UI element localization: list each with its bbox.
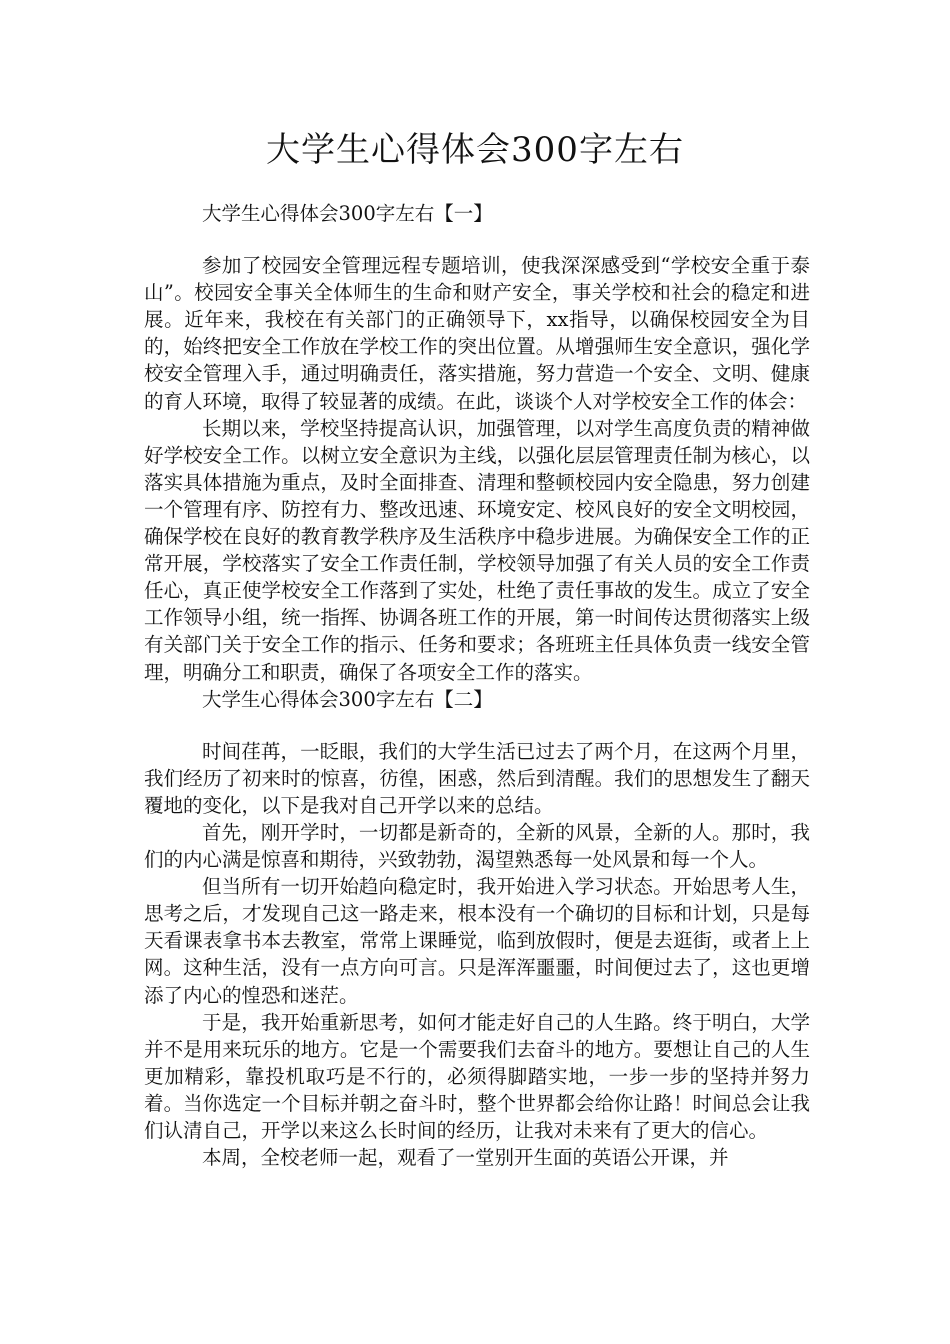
- section-one: [144, 200, 810, 686]
- section-heading: 大学生心得体会300字左右【一】: [202, 202, 493, 225]
- document-body: [144, 200, 810, 1171]
- section-two: [144, 686, 810, 1172]
- paragraph: 本周，全校老师一起，观看了一堂别开生面的英语公开课，并: [202, 1146, 729, 1170]
- spacer: [144, 713, 810, 738]
- paragraph: 时间荏苒，一眨眼，我们的大学生活已过去了两个月，在这两个月里，我们经历了初来时的惊喜，彷徨，困惑，然后到清醒。我们的思想发生了翻天覆地的变化，以下是我对自己开学以来的总结。: [144, 739, 810, 817]
- paragraph: 于是，我开始重新思考，如何才能走好自己的人生路。终于明白，大学并不是用来玩乐的地方。它是一个需要我们去奋斗的地方。要想让自己的人生更加精彩，靠投机取巧是不行的，必须得脚踏实地，一步一步的坚持并努力着。当你选定一个目标并朝之奋斗时，整个世界都会给你让路！时间总会让我们认清自己，开学以来这么长时间的经历，让我对未来有了更大的信心。: [144, 1010, 810, 1142]
- document-title: 大学生心得体会300字左右: [266, 130, 684, 170]
- paragraph: 但当所有一切开始趋向稳定时，我开始进入学习状态。开始思考人生，思考之后，才发现自己这一路走来，根本没有一个确切的目标和计划，只是每天看课表拿书本去教室，常常上课睡觉，临到放假时，便是去逛街，或者上上网。这种生活，没有一点方向可言。只是浑浑噩噩，时间便过去了，这也更增添了内心的惶恐和迷茫。: [144, 875, 810, 1007]
- paragraph: 参加了校园安全管理远程专题培训，使我深深感受到“学校安全重于泰山”。校园安全事关全体师生的生命和财产安全，事关学校和社会的稳定和进展。近年来，我校在有关部门的正确领导下，xx指导，以确保校园安全为目的，始终把安全工作放在学校工作的突出位置。从增强师生安全意识，强化学校安全管理入手，通过明确责任，落实措施，努力营造一个安全、文明、健康的育人环境，取得了较显著的成绩。在此，谈谈个人对学校安全工作的体会：: [144, 254, 810, 413]
- paragraph: 首先，刚开学时，一切都是新奇的，全新的风景，全新的人。那时，我们的内心满是惊喜和期待，兴致勃勃，渴望熟悉每一处风景和每一个人。: [144, 820, 810, 872]
- spacer: [144, 227, 810, 252]
- section-heading: 大学生心得体会300字左右【二】: [202, 687, 493, 711]
- paragraph: 长期以来，学校坚持提高认识，加强管理，以对学生高度负责的精神做好学校安全工作。以树立安全意识为主线，以强化层层管理责任制为核心，以落实具体措施为重点，及时全面排查、清理和整顿校园内安全隐患，努力创建一个管理有序、防控有力、整改迅速、环境安定、校风良好的安全文明校园，确保学校在良好的教育教学秩序及生活秩序中稳步进展。为确保安全工作的正常开展，学校落实了安全工作责任制，学校领导加强了有关人员的安全工作责任心，真正使学校安全工作落到了实处，杜绝了责任事故的发生。成立了安全工作领导小组，统一指挥、协调各班工作的开展，第一时间传达贯彻落实上级有关部门关于安全工作的指示、任务和要求；各班班主任具体负责一线安全管理，明确分工和职责，确保了各项安全工作的落实。: [144, 416, 810, 684]
